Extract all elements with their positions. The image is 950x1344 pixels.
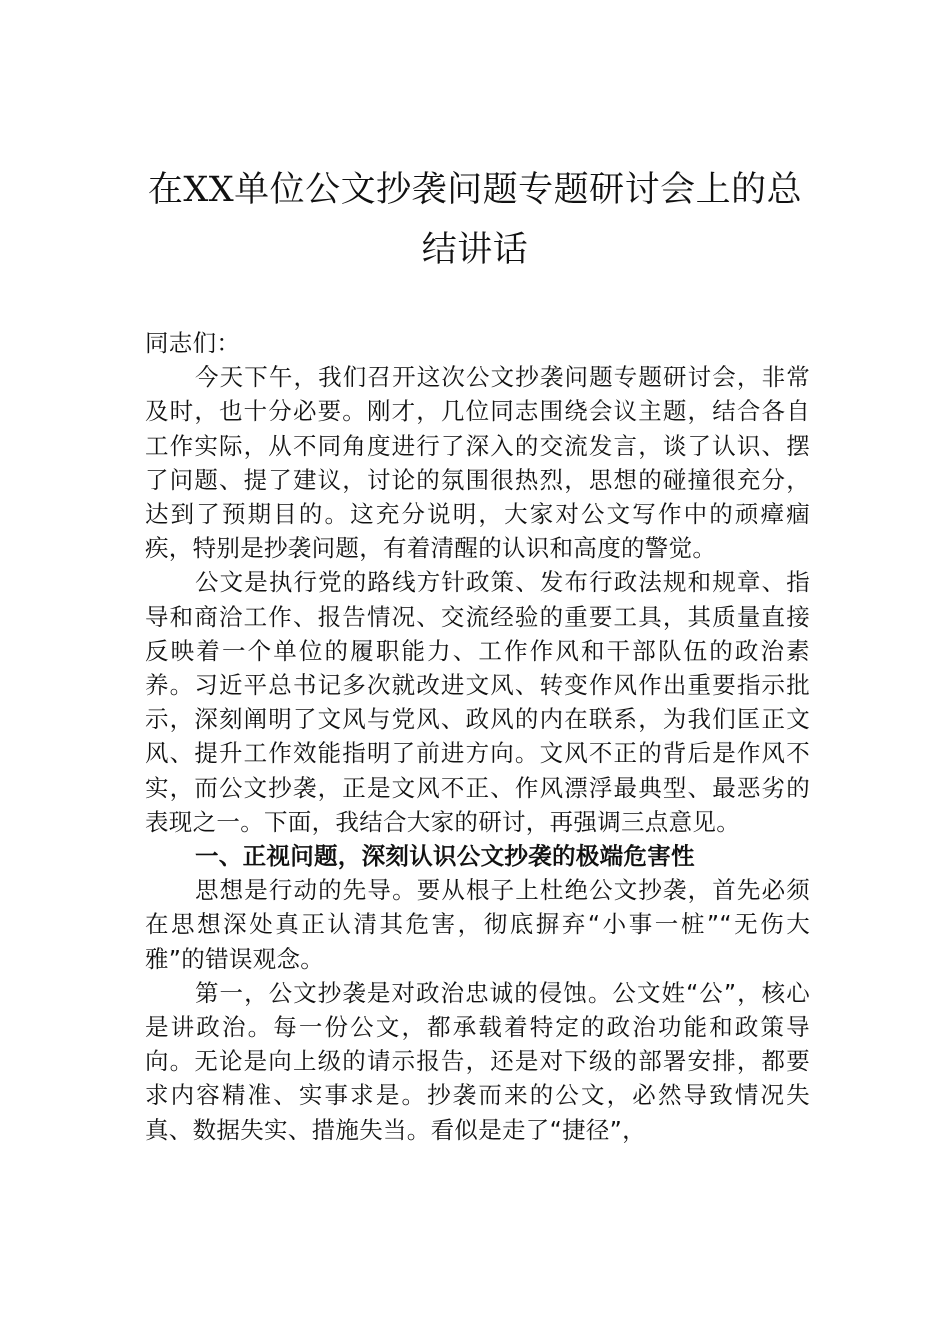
section-heading: 一、正视问题，深刻认识公文抄袭的极端危害性 bbox=[195, 842, 695, 871]
paragraph-1: 今天下午，我们召开这次公文抄袭问题专题研讨会，非常及时，也十分必要。刚才，几位同志围绕会议主题，结合各自工作实际，从不同角度进行了深入的交流发言，谈了认识、摆了问题、提了建议，讨论的氛围很热烈，思想的碰撞很充分，达到了预期目的。这充分说明，大家对公文写作中的顽瘴痼疾，特别是抄袭问题，有着清醒的认识和高度的警觉。 bbox=[145, 363, 810, 563]
title-line-2: 结讲话 bbox=[421, 230, 529, 270]
title-line-1: 在XX单位公文抄袭问题专题研讨会上的总 bbox=[147, 170, 803, 210]
salutation: 同志们： bbox=[145, 329, 241, 357]
paragraph-2: 公文是执行党的路线方针政策、发布行政法规和规章、指导和商洽工作、报告情况、交流经验的重要工具，其质量直接反映着一个单位的履职能力、工作作风和干部队伍的政治素养。习近平总书记多次就改进文风、转变作风作出重要指示批示，深刻阐明了文风与党风、政风的内在联系，为我们匡正文风、提升工作效能指明了前进方向。文风不正的背后是作风不实，而公文抄袭，正是文风不正、作风漂浮最典型、最恶劣的表现之一。下面，我结合大家的研讨，再强调三点意见。 bbox=[145, 568, 810, 836]
document-title bbox=[130, 160, 820, 280]
document-body bbox=[145, 326, 810, 1147]
section-paragraph-2: 第一，公文抄袭是对政治忠诚的侵蚀。公文姓“公”，核心是讲政治。每一份公文，都承载着特定的政治功能和政策导向。无论是向上级的请示报告，还是对下级的部署安排，都要求内容精准、实事求是。抄袭而来的公文，必然导致情况失真、数据失实、措施失当。看似是走了“捷径”， bbox=[145, 978, 810, 1144]
section-paragraph-1: 思想是行动的先导。要从根子上杜绝公文抄袭，首先必须在思想深处真正认清其危害，彻底摒弃“小事一桩”“无伤大雅”的错误观念。 bbox=[145, 876, 810, 973]
